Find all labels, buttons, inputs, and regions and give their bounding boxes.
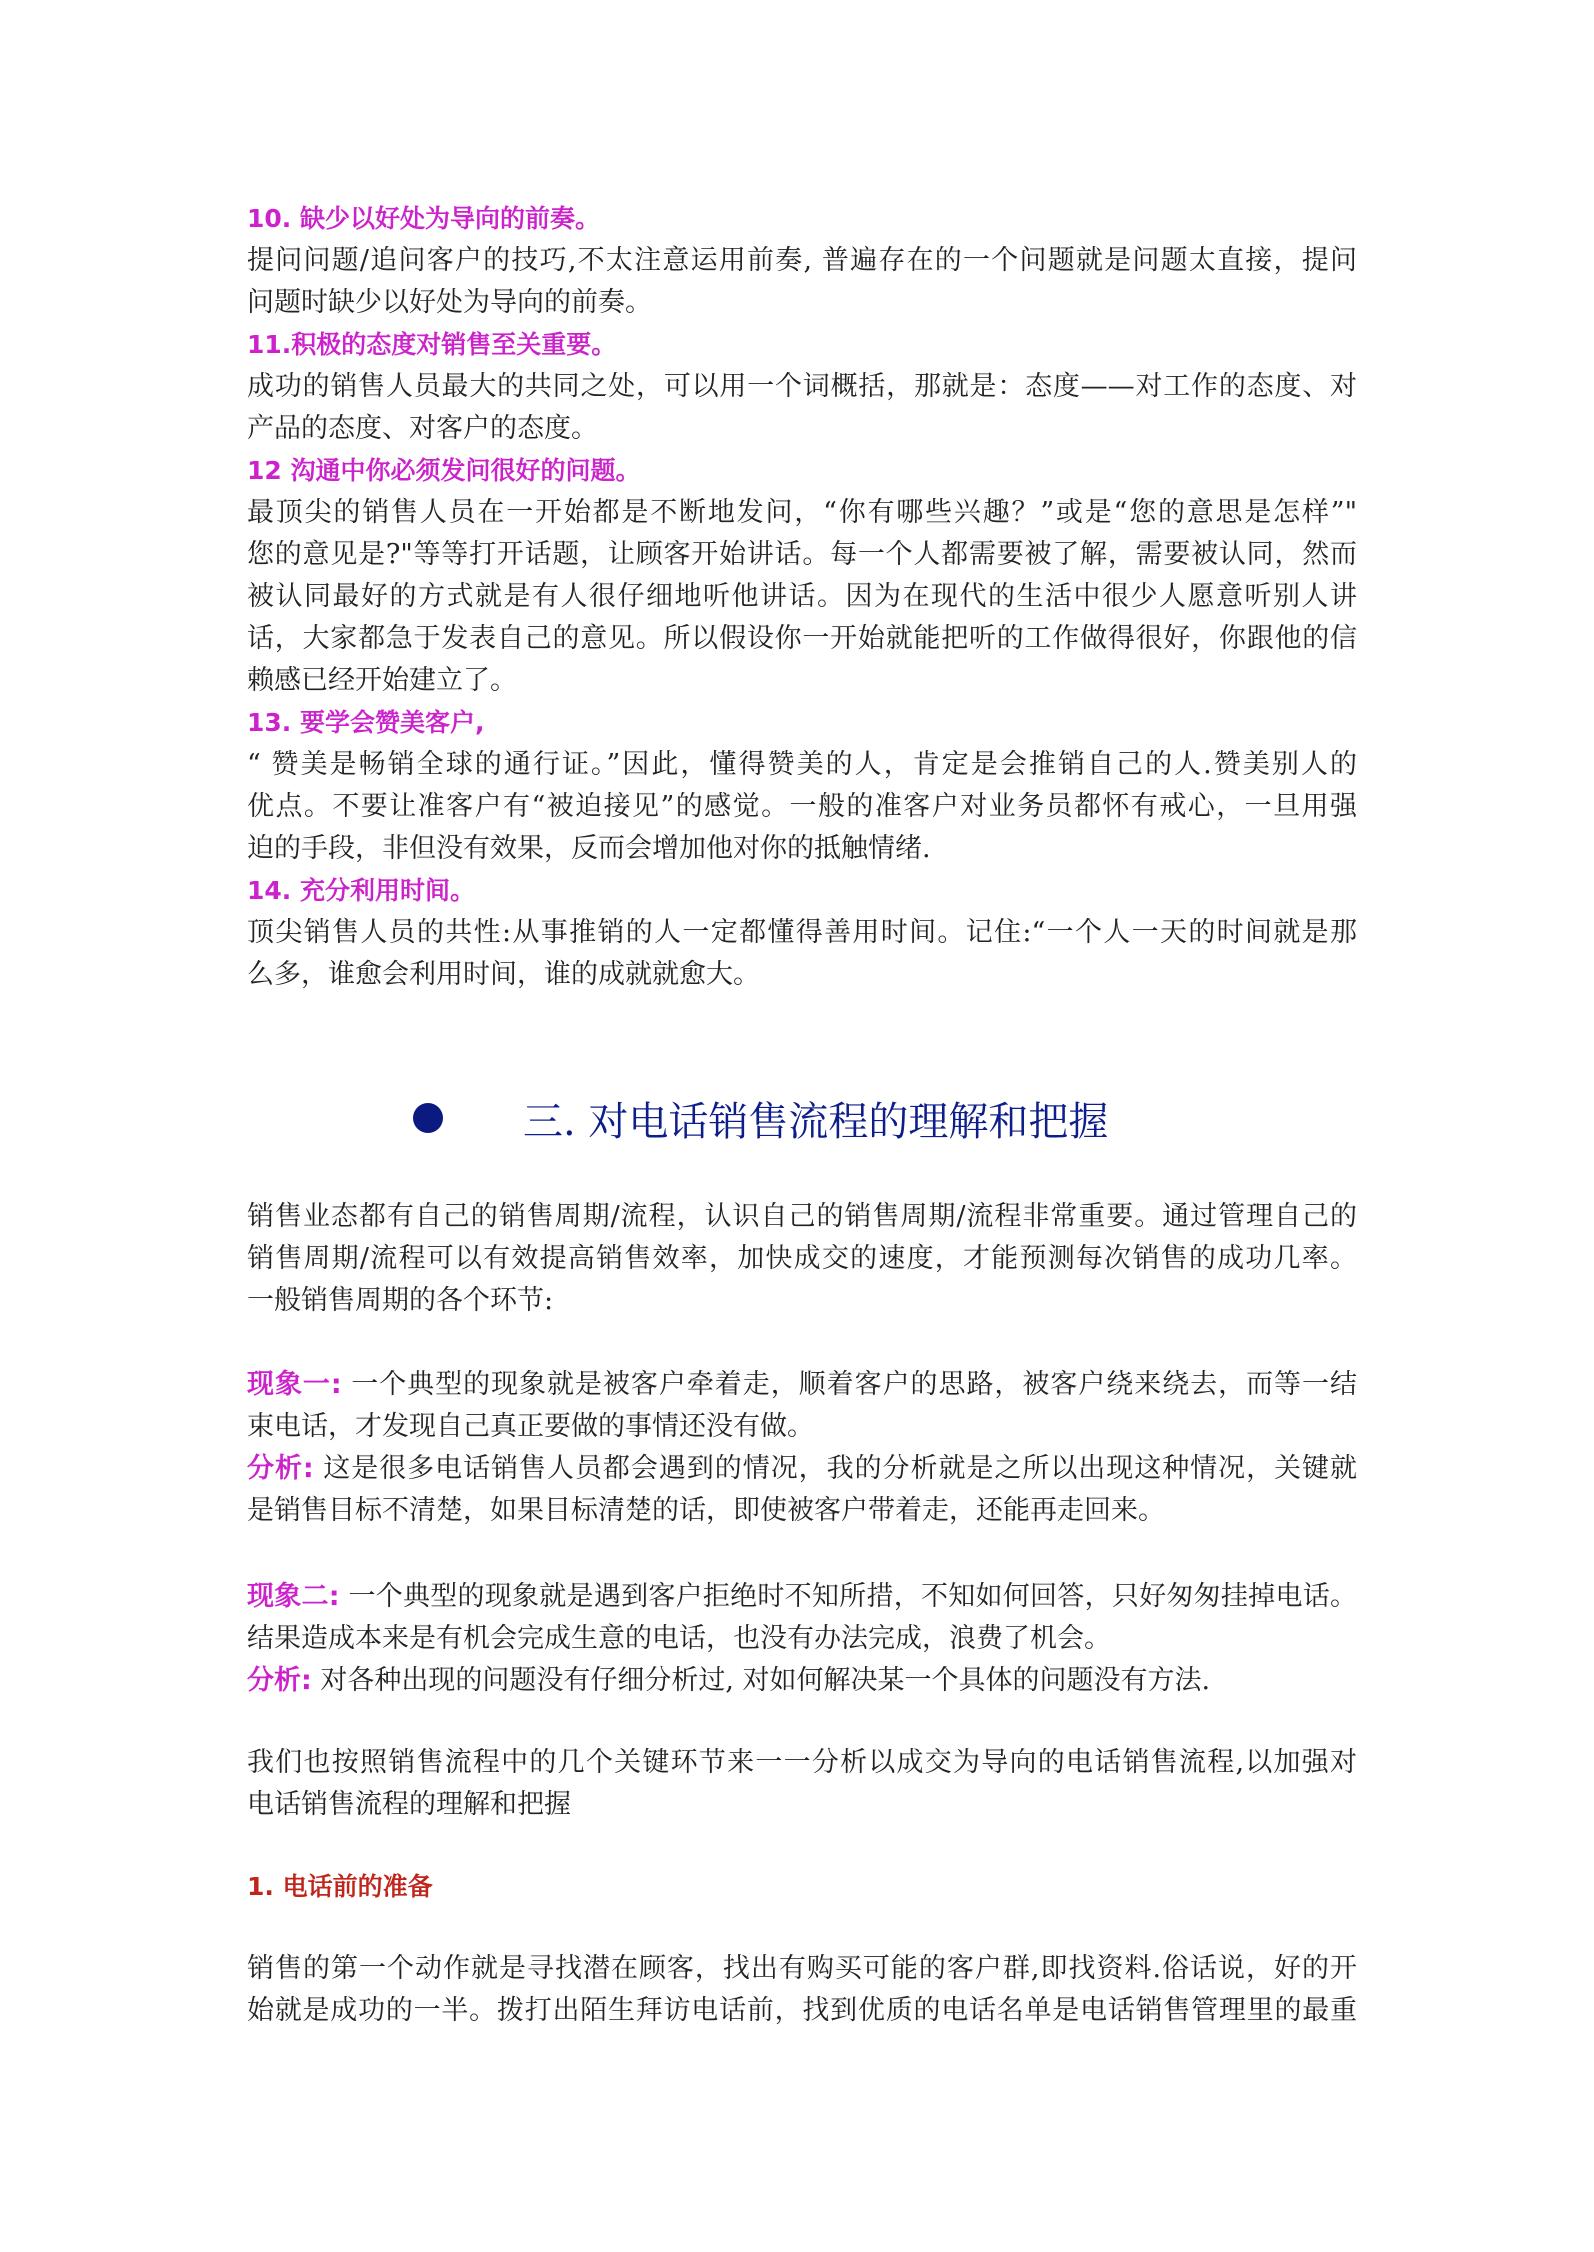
- phenomenon-line: [247, 1576, 1357, 1618]
- section-heading: [247, 1088, 1357, 1148]
- bullet-icon: [413, 1103, 443, 1133]
- tip-heading: 10. 缺少以好处为导向的前奏。: [247, 204, 600, 233]
- tip-text-line: 最顶尖的销售人员在一开始都是不断地发问，“你有哪些兴趣？”或是“您的意思是怎样”": [247, 497, 1357, 528]
- tip-text-line: 话，大家都急于发表自己的意见。所以假设你一开始就能把听的工作做得很好，你跟他的信: [247, 623, 1357, 654]
- phenomenon-two-block: [247, 1576, 1357, 1702]
- tip-text-line: 迫的手段，非但没有效果，反而会增加他对你的抵触情绪.: [247, 833, 931, 864]
- phenomenon-line: [247, 1364, 1357, 1406]
- tip-heading: 13. 要学会赞美客户,: [247, 708, 485, 737]
- summary-line: 我们也按照销售流程中的几个关键环节来一一分析以成交为导向的电话销售流程,以加强对: [247, 1747, 1357, 1778]
- tip-heading: 12 沟通中你必须发问很好的问题。: [247, 456, 641, 485]
- tips-section: [247, 198, 1357, 996]
- phenomenon-text: 一个典型的现象就是遇到客户拒绝时不知所措，不知如何回答，只好匆匆挂掉电话。: [339, 1581, 1357, 1612]
- tip-text-line: 问题时缺少以好处为导向的前奏。: [247, 287, 652, 318]
- tip-heading: 14. 充分利用时间。: [247, 876, 475, 905]
- tip-text-line: 赖感已经开始建立了。: [247, 665, 517, 696]
- analysis-label: 分析:: [247, 1665, 312, 1696]
- phenomenon-text: 一个典型的现象就是被客户牵着走，顺着客户的思路，被客户绕来绕去，而等一结: [341, 1369, 1357, 1400]
- subsection-line: 始就是成功的一半。拨打出陌生拜访电话前，找到优质的电话名单是电话销售管理里的最重: [247, 1995, 1357, 2026]
- tip-text-line: 优点。不要让准客户有“被迫接见”的感觉。一般的准客户对业务员都怀有戒心，一旦用强: [247, 791, 1357, 822]
- subsection-one: [247, 1866, 1357, 1908]
- intro-line: 销售周期/流程可以有效提高销售效率，加快成交的速度，才能预测每次销售的成功几率。: [247, 1243, 1357, 1274]
- subsection-heading: 1. 电话前的准备: [247, 1872, 433, 1901]
- tip-heading: 11.积极的态度对销售至关重要。: [247, 330, 617, 359]
- analysis-line: [247, 1448, 1357, 1490]
- phenomenon-label: 现象二:: [247, 1581, 340, 1612]
- analysis-line: 是销售目标不清楚，如果目标清楚的话，即使被客户带着走，还能再走回来。: [247, 1495, 1165, 1526]
- analysis-line: [247, 1660, 1357, 1702]
- tip-text-line: 被认同最好的方式就是有人很仔细地听他讲话。因为在现代的生活中很少人愿意听别人讲: [247, 581, 1357, 612]
- phenomenon-line: 束电话，才发现自己真正要做的事情还没有做。: [247, 1411, 814, 1442]
- section-title: 三. 对电话销售流程的理解和把握: [523, 1098, 1109, 1145]
- tip-text-line: 成功的销售人员最大的共同之处，可以用一个词概括，那就是：态度——对工作的态度、对: [247, 371, 1357, 402]
- tip-text-line: 么多，谁愈会利用时间，谁的成就就愈大。: [247, 959, 760, 990]
- tip-text-line: 提问问题/追问客户的技巧,不太注意运用前奏, 普遍存在的一个问题就是问题太直接，提问: [247, 245, 1357, 276]
- tip-text-line: “ 赞美是畅销全球的通行证。”因此，懂得赞美的人，肯定是会推销自己的人.赞美别人的: [247, 749, 1357, 780]
- analysis-label: 分析:: [247, 1453, 314, 1484]
- phenomenon-line: 结果造成本来是有机会完成生意的电话，也没有办法完成，浪费了机会。: [247, 1623, 1111, 1654]
- tip-text-line: 您的意见是?"等等打开话题，让顾客开始讲话。每一个人都需要被了解，需要被认同，然而: [247, 539, 1357, 570]
- analysis-text: 对各种出现的问题没有仔细分析过, 对如何解决某一个具体的问题没有方法.: [311, 1665, 1211, 1696]
- phenomenon-label: 现象一:: [247, 1369, 342, 1400]
- intro-line: 一般销售周期的各个环节:: [247, 1285, 554, 1316]
- tip-text-line: 产品的态度、对客户的态度。: [247, 413, 598, 444]
- summary-line: 电话销售流程的理解和把握: [247, 1789, 571, 1820]
- summary-paragraph: [247, 1742, 1357, 1826]
- subsection-paragraph: [247, 1948, 1357, 2032]
- intro-paragraph: [247, 1196, 1357, 1322]
- analysis-text: 这是很多电话销售人员都会遇到的情况，我的分析就是之所以出现这种情况，关键就: [313, 1453, 1357, 1484]
- phenomenon-one-block: [247, 1364, 1357, 1532]
- tip-text-line: 顶尖销售人员的共性:从事推销的人一定都懂得善用时间。记住:“一个人一天的时间就是那: [247, 917, 1357, 948]
- subsection-line: 销售的第一个动作就是寻找潜在顾客，找出有购买可能的客户群,即找资料.俗话说，好的开: [247, 1953, 1357, 1984]
- intro-line: 销售业态都有自己的销售周期/流程，认识自己的销售周期/流程非常重要。通过管理自己的: [247, 1201, 1357, 1232]
